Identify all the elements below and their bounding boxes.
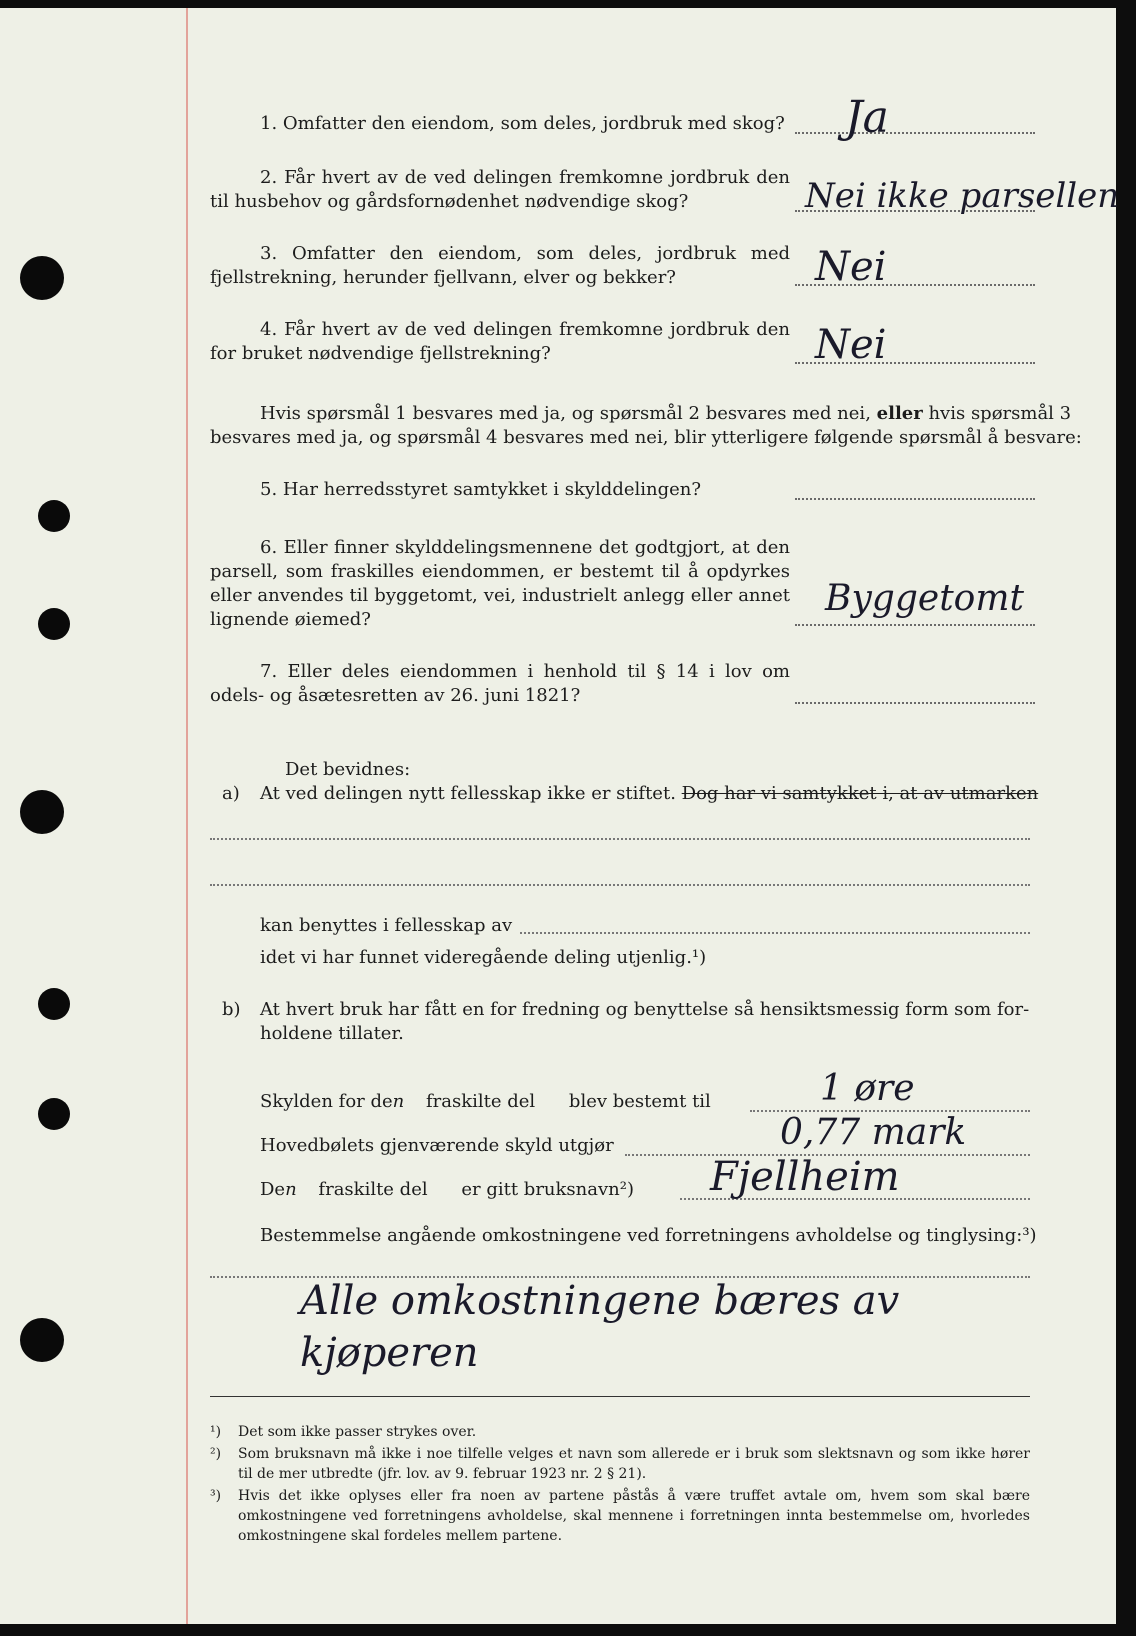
blank-line [210, 838, 1030, 840]
common-reason: idet vi har funnet videregående deling utjenlig.¹) [260, 947, 707, 968]
margin-line [186, 8, 188, 1624]
answer-2: Nei ikke parsellen [805, 176, 1120, 216]
question-7: 7. Eller deles eiendommen i henhold til § 14 i lov om odels- og åsætesretten av 26. juni 1821? [210, 661, 790, 706]
question-3: 3. Omfatter den eiendom, som deles, jordbruk med fjellstrekning, herunder fjellvann, elver og bekker? [210, 243, 790, 288]
footnote-3: ³) Hvis det ikke oplyses eller fra noen av partene påstås å være truffet avtale om, hvem som skal bære omkostningene ved forretningens avholdelse, skal mennene i forretningen innta bestemmelse om, hvorledes omkostningene skal fordeles mellem partene. [210, 1488, 1030, 1544]
answer-3: Nei [815, 244, 887, 290]
answer-4: Nei [815, 322, 887, 368]
navn-value: Fjellheim [710, 1154, 900, 1200]
punch-hole [38, 608, 70, 640]
footnote-2: ²) Som bruksnavn må ikke i noe tilfelle velges et navn som allerede er i bruk som slektsnavn og som ikke hører til de mer utbredte (jfr. lov. av 9. februar 1923 nr. 2 § 21). [210, 1446, 1030, 1482]
punch-hole [20, 790, 64, 834]
document-page [0, 8, 1120, 1624]
certify-heading: Det bevidnes: [285, 759, 411, 780]
question-6: 6. Eller finner skylddelingsmennene det godtgjort, at den parsell, som fraskilles eiendommen, er bestemt til å opdyrkes eller anvendes til byggetomt, vei, industrielt anlegg eller annet lignende øiemed? [210, 537, 790, 630]
certify-b-line-1: At hvert bruk har fått en for fredning og benyttelse så hensiktsmessig form som for- [260, 999, 1030, 1020]
certify-b-line-2: holdene tillater. [260, 1023, 404, 1044]
cost-label: Bestemmelse angående omkostningene ved forretningens avholdelse og tinglysing:³) [260, 1225, 1037, 1246]
cost-line-1: Alle omkostningene bæres av [300, 1278, 900, 1324]
answer-line-1 [795, 132, 1035, 134]
hoved-label: Hovedbølets gjenværende skyld utgjør [260, 1135, 614, 1156]
certify-a-label: a) [222, 783, 240, 804]
common-use-label: kan benyttes i fellesskap av [260, 915, 513, 936]
answer-line-6 [795, 624, 1035, 626]
condition-line-1: Hvis spørsmål 1 besvares med ja, og spørsmål 2 besvares med nei, eller hvis spørsmål 3 [260, 403, 1072, 424]
question-5: 5. Har herredsstyret samtykket i skylddelingen? [260, 479, 702, 500]
footnote-rule [210, 1396, 1030, 1397]
navn-label: Den fraskilte del er gitt bruksnavn²) [260, 1179, 634, 1200]
blank-line [520, 932, 1030, 934]
punch-hole [38, 1098, 70, 1130]
question-1: 1. Omfatter den eiendom, som deles, jordbruk med skog? [260, 113, 785, 134]
answer-line-7 [795, 702, 1035, 704]
skyld-value: 1 øre [820, 1068, 915, 1109]
punch-hole [38, 988, 70, 1020]
certify-b-label: b) [222, 999, 241, 1020]
punch-hole [20, 1318, 64, 1362]
certify-a-text: At ved delingen nytt fellesskap ikke er stiftet. Dog har vi samtykket i, at av utmarken [260, 783, 1039, 804]
cost-line-2: kjøperen [300, 1330, 479, 1376]
hoved-value: 0,77 mark [780, 1112, 967, 1153]
condition-line-2: besvares med ja, og spørsmål 4 besvares med nei, blir ytterligere følgende spørsmål å besvare: [210, 427, 1082, 448]
answer-line-5 [795, 498, 1035, 500]
blank-line [210, 884, 1030, 886]
punch-hole [20, 256, 64, 300]
footnote-1: ¹) Det som ikke passer strykes over. [210, 1424, 477, 1440]
question-2: 2. Får hvert av de ved delingen fremkomne jordbruk den til husbehov og gårdsfornødenhet nødvendige skog? [210, 167, 790, 212]
skyld-label: Skylden for den fraskilte del blev bestemt til [260, 1091, 711, 1112]
answer-1: Ja [845, 92, 889, 143]
punch-hole [38, 500, 70, 532]
answer-6: Byggetomt [825, 578, 1024, 619]
question-4: 4. Får hvert av de ved delingen fremkomne jordbruk den for bruket nødvendige fjellstrekning? [210, 319, 790, 364]
